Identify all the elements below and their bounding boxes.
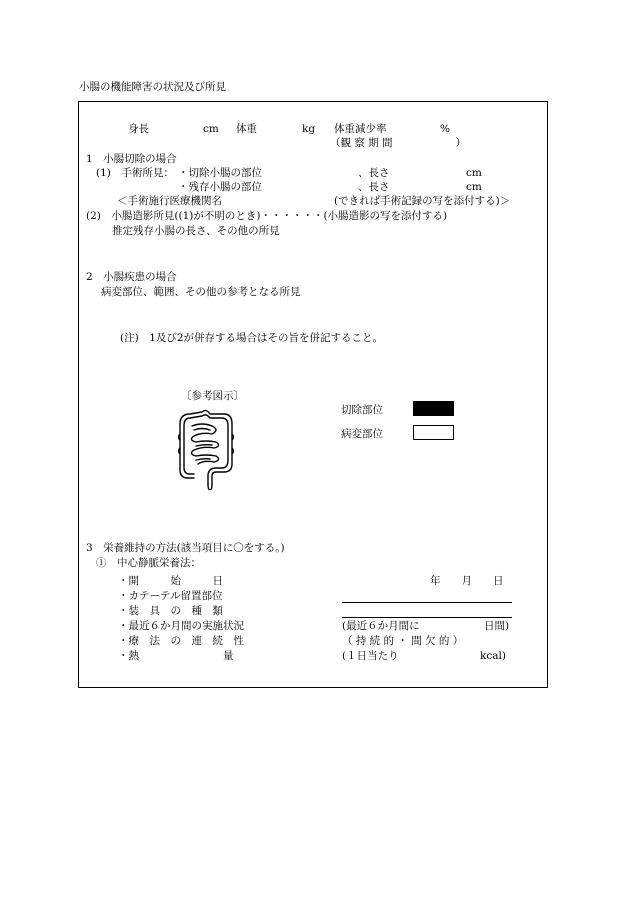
height-unit: cm xyxy=(203,123,219,135)
section3-heading: 3 栄養維持の方法(該当項目に〇をする。) xyxy=(86,542,285,554)
resected-site-label: ・切除小腸の部位 xyxy=(178,167,262,179)
remaining-length-unit: cm xyxy=(466,181,482,193)
figure-caption: 〔参考図示〕 xyxy=(181,390,244,402)
rectum xyxy=(208,484,212,490)
cvn-label: ① 中心静脈栄養法： xyxy=(96,557,201,569)
legend-lesion-swatch xyxy=(413,425,454,440)
lesion-findings-label: 病変部位、範囲、その他の参考となる所見 xyxy=(101,286,301,298)
height-label: 身長 xyxy=(128,123,149,135)
contrast-findings: (2) 小腸造影所見((1)が不明のとき)・・・・・・(小腸造影の写を添付する) xyxy=(86,210,448,222)
legend-resected-label: 切除部位 xyxy=(341,404,383,416)
large-intestine-inner xyxy=(184,415,228,484)
calorie-label: ・熱 量 xyxy=(118,650,234,662)
recent-days-unit: 日間) xyxy=(484,620,510,632)
catheter-site-line xyxy=(342,602,512,603)
hospital-note: (できれば手術記録の写を添付する)＞ xyxy=(334,195,511,207)
remaining-length-label: 、長さ xyxy=(358,181,390,193)
weight-loss-unit: % xyxy=(440,123,450,135)
calorie-per-day-label: (１日当たり xyxy=(342,650,399,662)
device-type-label: ・装 具 の 種 類 xyxy=(118,605,223,617)
calorie-unit: kcal) xyxy=(480,650,506,662)
surgery-findings-label: (1) 手術所見： xyxy=(96,167,174,179)
recent-status-label: ・最近６か月間の実施状況 xyxy=(118,620,244,632)
weight-loss-label: 体重減少率 xyxy=(334,123,387,135)
estimated-length-label: 推定残存小腸の長さ、その他の所見 xyxy=(112,225,280,237)
device-type-line xyxy=(342,617,512,618)
remaining-site-label: ・残存小腸の部位 xyxy=(178,181,262,193)
observation-period: （観 察 期 間 ） xyxy=(330,137,467,149)
hospital-label: ＜手術施行医療機関名 xyxy=(117,195,222,207)
resected-length-label: 、長さ xyxy=(358,167,390,179)
legend-resected-swatch xyxy=(413,401,454,416)
legend-lesion-label: 病変部位 xyxy=(341,428,383,440)
start-date-label: ・開 始 日 xyxy=(118,575,223,587)
start-date-value: 年 月 日 xyxy=(430,575,504,587)
weight-unit: kg xyxy=(302,123,316,135)
section2-heading: 2 小腸疾患の場合 xyxy=(86,271,177,283)
weight-label: 体重 xyxy=(236,123,257,135)
continuity-options: （ 持 続 的 ・ 間 欠 的 ） xyxy=(342,635,464,647)
continuity-label: ・療 法 の 連 続 性 xyxy=(118,635,244,647)
resected-length-unit: cm xyxy=(466,167,482,179)
note-text: (注) 1及び2が併存する場合はその旨を併記すること。 xyxy=(120,332,384,344)
document-title: 小腸の機能障害の状況及び所見 xyxy=(79,81,226,93)
recent-months-label: (最近６か月間に xyxy=(342,620,420,632)
catheter-site-label: ・カテーテル留置部位 xyxy=(118,590,223,602)
intestine-diagram xyxy=(168,404,248,490)
section1-heading: 1 小腸切除の場合 xyxy=(86,153,177,165)
